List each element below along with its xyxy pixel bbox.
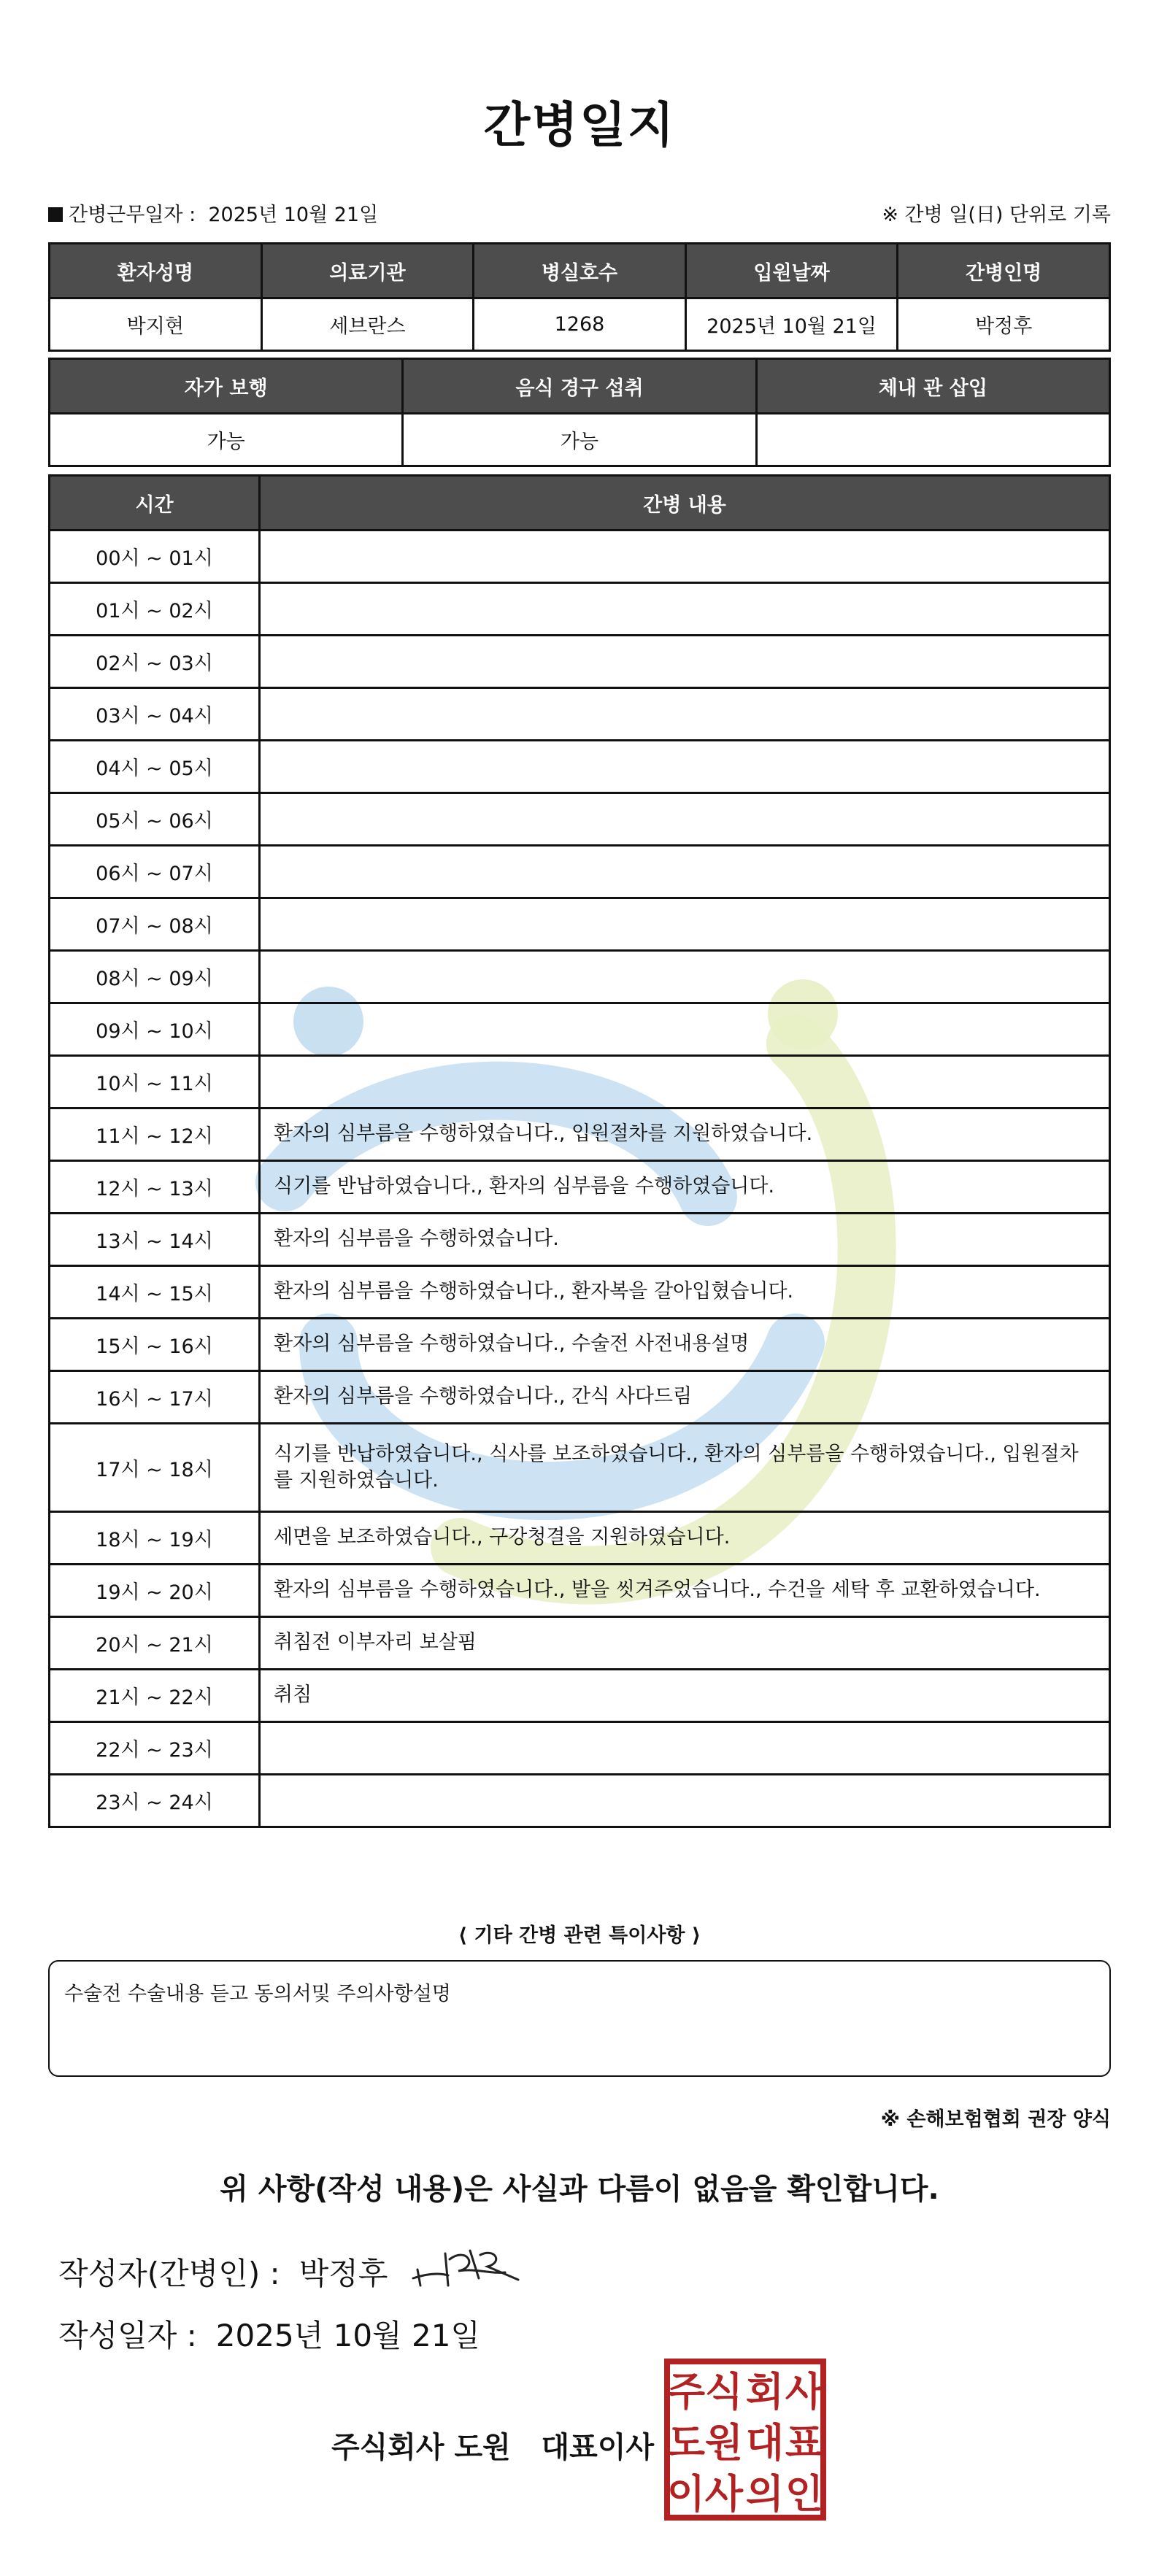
- unit-note: ※ 간병 일(日) 단위로 기록: [882, 204, 1111, 226]
- patient-value-cell: 1268: [474, 298, 686, 351]
- log-content-cell: [260, 898, 1110, 951]
- care-log-table: [48, 474, 1111, 1828]
- log-row: [50, 1161, 1110, 1214]
- status-value-cell: 가능: [50, 414, 403, 466]
- log-row: [50, 688, 1110, 741]
- status-header-cell: 체내 관 삽입: [756, 359, 1109, 414]
- log-time-cell: 11시 ~ 12시: [50, 1108, 260, 1161]
- seal-character: 표: [785, 2420, 824, 2466]
- company-name: 주식회사 도원 대표이사: [331, 2431, 655, 2464]
- log-content-cell: [260, 951, 1110, 1003]
- log-row: [50, 1722, 1110, 1775]
- log-content-cell: 환자의 심부름을 수행하였습니다., 입원절차를 지원하였습니다.: [260, 1108, 1110, 1161]
- seal-character: 주: [666, 2369, 706, 2415]
- log-time-cell: 15시 ~ 16시: [50, 1319, 260, 1371]
- log-time-cell: 17시 ~ 18시: [50, 1424, 260, 1512]
- log-content-cell: [260, 1056, 1110, 1108]
- work-date-line: [48, 198, 378, 227]
- log-header-content: 간병 내용: [260, 476, 1110, 531]
- company-seal-stamp: [663, 2357, 828, 2522]
- log-content-cell: [260, 741, 1110, 793]
- log-row: [50, 1565, 1110, 1617]
- patient-info-table: [48, 242, 1111, 352]
- log-row: [50, 636, 1110, 688]
- log-time-cell: 19시 ~ 20시: [50, 1565, 260, 1617]
- log-row: [50, 1617, 1110, 1670]
- status-header-cell: 음식 경구 섭취: [403, 359, 756, 414]
- seal-character: 인: [785, 2471, 824, 2517]
- log-header-time: 시간: [50, 476, 260, 531]
- patient-header-cell: 간병인명: [898, 244, 1110, 298]
- patient-status-table: [48, 358, 1111, 467]
- log-content-cell: 환자의 심부름을 수행하였습니다.: [260, 1214, 1110, 1266]
- seal-character: 식: [704, 2369, 744, 2415]
- log-time-cell: 01시 ~ 02시: [50, 583, 260, 636]
- signature-mark: [409, 2237, 525, 2296]
- log-row: [50, 898, 1110, 951]
- writer-label: 작성자(간병인) :: [58, 2256, 280, 2291]
- patient-header-cell: 입원날짜: [685, 244, 898, 298]
- log-time-cell: 08시 ~ 09시: [50, 951, 260, 1003]
- log-content-cell: [260, 793, 1110, 846]
- notes-text: 수술전 수술내용 듣고 동의서및 주의사항설명: [64, 1983, 451, 2005]
- seal-character: 회: [745, 2369, 785, 2415]
- log-time-cell: 07시 ~ 08시: [50, 898, 260, 951]
- log-time-cell: 22시 ~ 23시: [50, 1722, 260, 1775]
- notes-box: [48, 1960, 1111, 2077]
- log-content-cell: [260, 688, 1110, 741]
- log-row: [50, 583, 1110, 636]
- patient-header-cell: 의료기관: [261, 244, 474, 298]
- log-content-cell: [260, 1722, 1110, 1775]
- patient-value-cell: 2025년 10월 21일: [685, 298, 898, 351]
- log-row: [50, 1424, 1110, 1512]
- log-row: [50, 1512, 1110, 1565]
- seal-character: 대: [745, 2420, 785, 2466]
- log-time-cell: 03시 ~ 04시: [50, 688, 260, 741]
- log-content-cell: [260, 1003, 1110, 1056]
- writer-line: [58, 2250, 388, 2294]
- log-time-cell: 06시 ~ 07시: [50, 846, 260, 898]
- log-row: [50, 741, 1110, 793]
- confirm-statement: 위 사항(작성 내용)은 사실과 다름이 없음을 확인합니다.: [220, 2172, 939, 2206]
- log-time-cell: 14시 ~ 15시: [50, 1266, 260, 1319]
- patient-value-cell: 박지현: [50, 298, 262, 351]
- log-row: [50, 1670, 1110, 1722]
- log-time-cell: 18시 ~ 19시: [50, 1512, 260, 1565]
- seal-character: 사: [704, 2471, 744, 2517]
- log-time-cell: 12시 ~ 13시: [50, 1161, 260, 1214]
- notes-title: ⟨ 기타 간병 관련 특이사항 ⟩: [458, 1924, 701, 1947]
- log-time-cell: 00시 ~ 01시: [50, 531, 260, 583]
- log-content-cell: 식기를 반납하였습니다., 식사를 보조하였습니다., 환자의 심부름을 수행하였습니다., 입원절차를 지원하였습니다.: [260, 1424, 1110, 1512]
- writer-name: 박정후: [299, 2256, 388, 2291]
- log-content-cell: [260, 846, 1110, 898]
- log-time-cell: 23시 ~ 24시: [50, 1775, 260, 1827]
- log-content-cell: [260, 531, 1110, 583]
- written-date-label: 작성일자 :: [58, 2318, 197, 2353]
- work-date-label: 간병근무일자 :: [69, 204, 196, 226]
- patient-value-cell: 박정후: [898, 298, 1110, 351]
- log-content-cell: [260, 636, 1110, 688]
- log-content-cell: 환자의 심부름을 수행하였습니다., 수술전 사전내용설명: [260, 1319, 1110, 1371]
- patient-header-cell: 병실호수: [474, 244, 686, 298]
- seal-character: 원: [704, 2420, 744, 2466]
- log-row: [50, 1371, 1110, 1424]
- log-content-cell: 식기를 반납하였습니다., 환자의 심부름을 수행하였습니다.: [260, 1161, 1110, 1214]
- status-value-cell: 가능: [403, 414, 756, 466]
- log-row: [50, 1266, 1110, 1319]
- log-content-cell: 환자의 심부름을 수행하였습니다., 간식 사다드림: [260, 1371, 1110, 1424]
- log-time-cell: 16시 ~ 17시: [50, 1371, 260, 1424]
- log-row: [50, 1056, 1110, 1108]
- log-time-cell: 05시 ~ 06시: [50, 793, 260, 846]
- seal-character: 사: [785, 2369, 824, 2415]
- log-row: [50, 1319, 1110, 1371]
- log-content-cell: [260, 583, 1110, 636]
- log-content-cell: [260, 1775, 1110, 1827]
- log-time-cell: 02시 ~ 03시: [50, 636, 260, 688]
- log-time-cell: 20시 ~ 21시: [50, 1617, 260, 1670]
- log-content-cell: 환자의 심부름을 수행하였습니다., 발을 씻겨주었습니다., 수건을 세탁 후 교환하였습니다.: [260, 1565, 1110, 1617]
- log-time-cell: 21시 ~ 22시: [50, 1670, 260, 1722]
- document-title: 간병일지: [483, 97, 676, 153]
- log-row: [50, 951, 1110, 1003]
- written-date-value: 2025년 10월 21일: [215, 2318, 480, 2353]
- seal-character: 도: [666, 2420, 706, 2466]
- work-date-value: 2025년 10월 21일: [208, 204, 379, 226]
- seal-character: 의: [745, 2471, 785, 2517]
- log-time-cell: 04시 ~ 05시: [50, 741, 260, 793]
- status-header-cell: 자가 보행: [50, 359, 403, 414]
- seal-character: 이: [666, 2471, 706, 2517]
- log-content-cell: 취침: [260, 1670, 1110, 1722]
- patient-value-cell: 세브란스: [261, 298, 474, 351]
- status-value-cell: [756, 414, 1109, 466]
- log-row: [50, 793, 1110, 846]
- log-time-cell: 09시 ~ 10시: [50, 1003, 260, 1056]
- recommend-note: ※ 손해보험협회 권장 양식: [880, 2108, 1111, 2131]
- log-row: [50, 1775, 1110, 1827]
- log-row: [50, 1108, 1110, 1161]
- log-time-cell: 10시 ~ 11시: [50, 1056, 260, 1108]
- log-content-cell: 취침전 이부자리 보살핌: [260, 1617, 1110, 1670]
- written-date-line: [58, 2312, 480, 2356]
- log-row: [50, 1214, 1110, 1266]
- log-content-cell: 환자의 심부름을 수행하였습니다., 환자복을 갈아입혔습니다.: [260, 1266, 1110, 1319]
- patient-header-cell: 환자성명: [50, 244, 262, 298]
- square-bullet-icon: [48, 207, 63, 222]
- log-row: [50, 531, 1110, 583]
- log-row: [50, 1003, 1110, 1056]
- log-time-cell: 13시 ~ 14시: [50, 1214, 260, 1266]
- log-content-cell: 세면을 보조하였습니다., 구강청결을 지원하였습니다.: [260, 1512, 1110, 1565]
- log-row: [50, 846, 1110, 898]
